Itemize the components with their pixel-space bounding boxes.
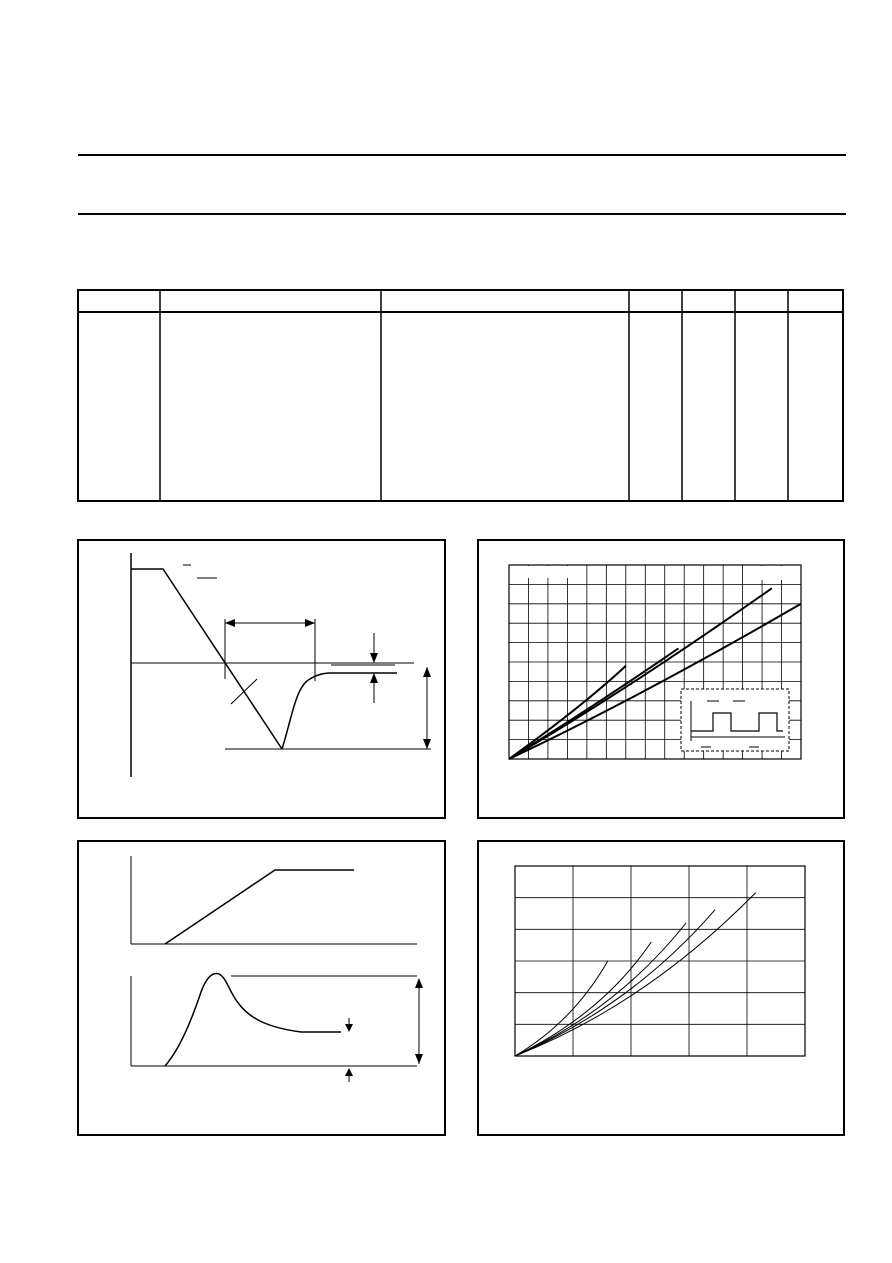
series-4-5-line (515, 893, 756, 1056)
legend-band-right (747, 566, 800, 580)
figure-2-panel (477, 539, 845, 819)
figure-2-chart (479, 541, 843, 817)
pulse-inset (681, 689, 789, 751)
series-4-4-line (515, 910, 715, 1056)
spec-table (77, 289, 844, 502)
header-rule-top (78, 154, 846, 156)
figure-4-chart (479, 842, 843, 1134)
header-rule-bottom (78, 213, 846, 215)
figure-4-panel (477, 840, 845, 1136)
figure-3-panel (77, 840, 446, 1136)
legend-band (510, 566, 570, 578)
series-4-3-line (515, 923, 686, 1056)
figure-1-diagram (79, 541, 444, 817)
series-2-2-line (509, 648, 678, 759)
figure-3-diagram (79, 842, 444, 1134)
figure-1-panel (77, 539, 446, 819)
series-4-1-line (515, 961, 608, 1056)
